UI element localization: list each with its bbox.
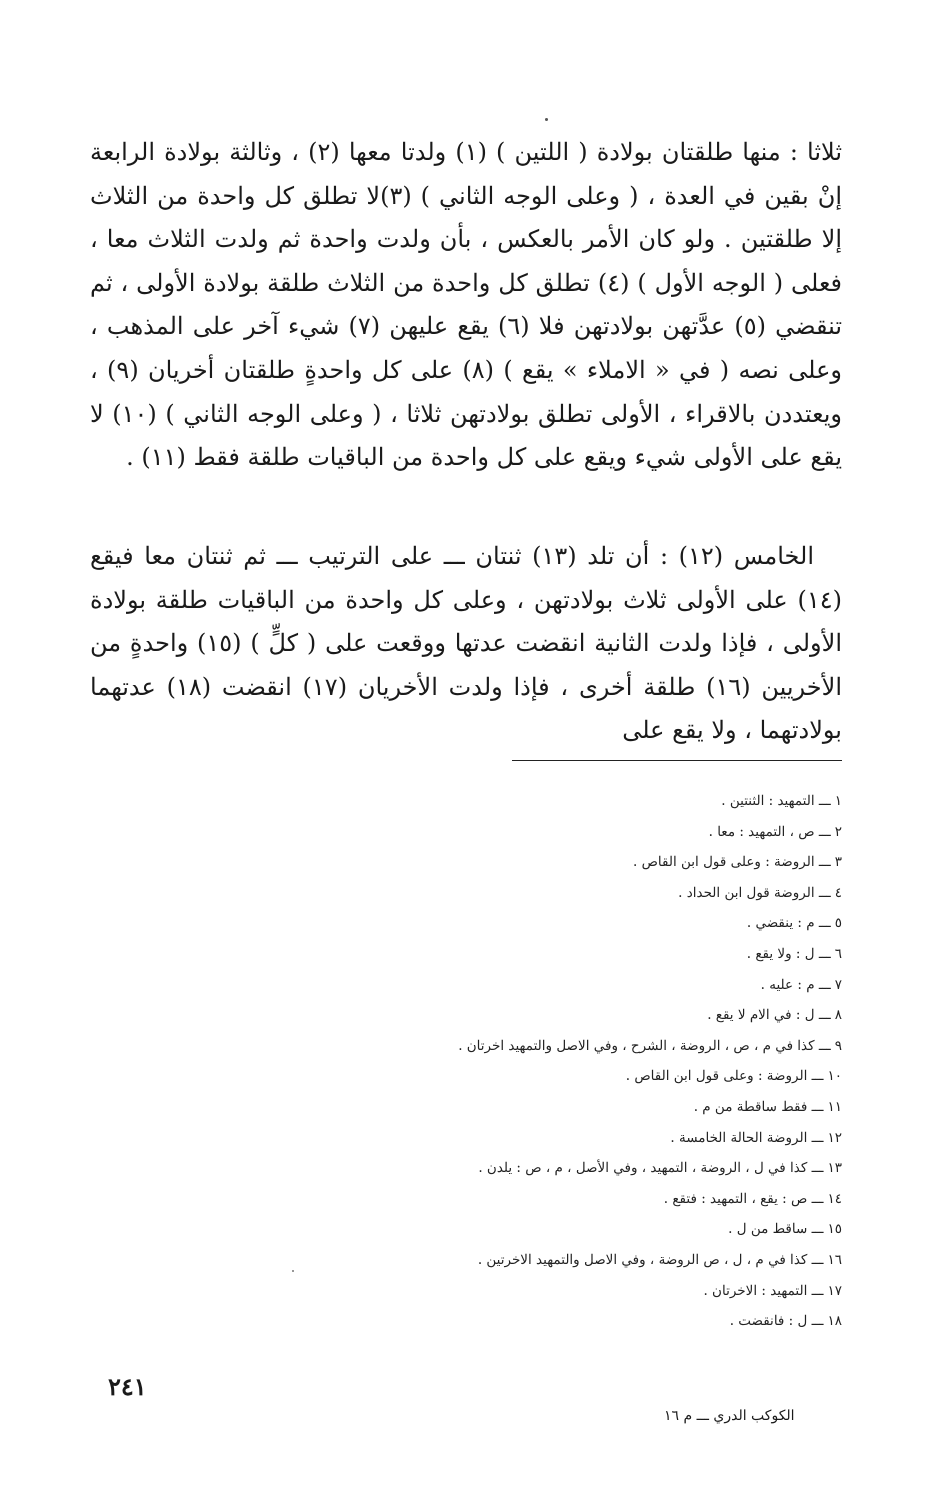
footnote-number: ١٨ <box>827 1313 842 1330</box>
footnote-number: ١١ <box>827 1098 842 1115</box>
footnote-separator <box>512 760 842 761</box>
footnote-number: ٥ <box>834 915 842 932</box>
footnote-item <box>282 847 842 878</box>
footnote-item <box>282 786 842 817</box>
footnote-item <box>282 1276 842 1307</box>
footnote-item <box>282 908 842 939</box>
footnote-item <box>282 1092 842 1123</box>
footnote-item <box>282 878 842 909</box>
footnote-item <box>282 1306 842 1337</box>
footnote-item <box>282 1000 842 1031</box>
footnote-number: ٦ <box>834 945 842 962</box>
footnote-item <box>282 817 842 848</box>
footnote-number: ١٧ <box>827 1282 842 1299</box>
footnote-text: ـــ ل : في الام لا يقع . <box>707 1007 831 1024</box>
footnote-text: ـــ فقط ساقطة من م . <box>693 1098 824 1115</box>
footnote-number: ١ <box>834 793 842 809</box>
footnote-number: ١٢ <box>827 1129 842 1146</box>
footnote-item <box>282 939 842 970</box>
footnote-number: ٣ <box>834 854 842 871</box>
footnote-number: ٤ <box>834 884 842 901</box>
footnote-number: ٩ <box>834 1037 842 1054</box>
print-speck <box>545 118 548 121</box>
body-paragraph-1: ثلاثا : منها طلقتان بولادة ( اللتين ) (١) ولدتا معها (٢) ، وثالثة بولادة الرابعة إنْ بقين في العدة ، ( وعلى الوجه الثاني ) (٣)لا تطلق كل واحدة من الثلاث إلا طلقتين . ولو كان الأمر بالعكس ، بأن ولدت واحدة ثم ولدت الثلاث معا ، فعلى ( الوجه الأول ) (٤) تطلق كل واحدة من الثلاث طلقة بولادة الأولى ، ثم تنقضي (٥) عدَّتهن بولادتهن فلا (٦) يقع عليهن (٧) شيء آخر على المذهب ، وعلى نصه ( في « الاملاء » يقع ) (٨) على كل واحدةٍ طلقتان أخريان (٩) ، ويعتددن بالاقراء ، الأولى تطلق بولادتهن ثلاثا ، ( وعلى الوجه الثاني ) (١٠) لا يقع على الأولى شيء ويقع على كل واحدة من الباقيات طلقة فقط (١١) . <box>90 138 843 472</box>
footnote-text: ـــ الروضة : وعلى قول ابن القاص . <box>633 854 831 871</box>
footnote-text: ـــ م : عليه . <box>760 976 831 993</box>
footnote-number: ١٥ <box>827 1221 842 1238</box>
footnote-item <box>282 1245 842 1276</box>
footnote-text: ـــ التمهيد : الاخرتان . <box>703 1282 824 1299</box>
footnote-item <box>282 1153 842 1184</box>
footnote-text: ـــ كذا في م ، ل ، ص الروضة ، وفي الاصل والتمهيد الاخرتين . <box>477 1251 824 1268</box>
body-paragraph-2 <box>90 535 842 753</box>
footnote-number: ٨ <box>834 1007 842 1024</box>
footnote-text: ـــ التمهيد : الثنتين . <box>721 793 831 809</box>
body-paragraph-2-text: الخامس (١٢) : أن تلد (١٣) ثنتان ـــ على الترتيب ـــ ثم ثنتان معا فيقع (١٤) على الأولى ثلاث بولادتهن ، وعلى كل واحدة من الباقيات طلقة بولادة الأولى ، فإذا ولدت الثانية انقضت عدتها ووقعت على ( كلٍّ ) (١٥) واحدةٍ من الأخريين (١٦) طلقة أخرى ، فإذا ولدت الأخريان (١٧) انقضت (١٨) عدتهما بولادتهما ، ولا يقع على <box>90 542 842 745</box>
footnote-text: ـــ ساقط من ل . <box>728 1221 824 1238</box>
footnote-item <box>282 1184 842 1215</box>
footnote-text: ـــ ص : يقع ، التمهيد : فتقع . <box>663 1190 824 1207</box>
footnote-text: ـــ الروضة قول ابن الحداد . <box>678 884 831 901</box>
footnote-text: ـــ ل : فانقضت . <box>729 1313 824 1330</box>
footnote-text: ـــ كذا في م ، ص ، الروضة ، الشرح ، وفي الاصل والتمهيد اخرتان . <box>458 1037 831 1054</box>
footnote-number: ١٣ <box>827 1160 842 1177</box>
footnote-number: ١٤ <box>827 1190 842 1207</box>
footnote-text: ـــ ص ، التمهيد : معا . <box>708 823 831 840</box>
footnote-number: ٧ <box>834 976 842 993</box>
footnote-text: ـــ كذا في ل ، الروضة ، التمهيد ، وفي الأصل ، م ، ص : يلدن . <box>478 1160 824 1177</box>
footnote-text: ـــ الروضة : وعلى قول ابن القاص . <box>625 1068 824 1085</box>
footnote-item <box>282 970 842 1001</box>
footnote-number: ١٦ <box>827 1251 842 1268</box>
running-footer: الكوكب الدري ـــ م ١٦ <box>664 1408 795 1424</box>
footnote-text: ـــ م : ينقضي . <box>746 915 831 932</box>
footnote-text: ـــ الروضة الحالة الخامسة . <box>670 1129 824 1146</box>
footnote-item <box>282 1061 842 1092</box>
footnote-text: ـــ ل : ولا يقع . <box>746 945 831 962</box>
footnote-item <box>282 1214 842 1245</box>
footnote-item <box>282 1123 842 1154</box>
footnote-number: ١٠ <box>827 1068 842 1085</box>
footnote-item <box>282 1031 842 1062</box>
footnotes-list <box>282 786 842 1337</box>
page-number: ٢٤١ <box>108 1372 147 1401</box>
footnote-number: ٢ <box>834 823 842 840</box>
